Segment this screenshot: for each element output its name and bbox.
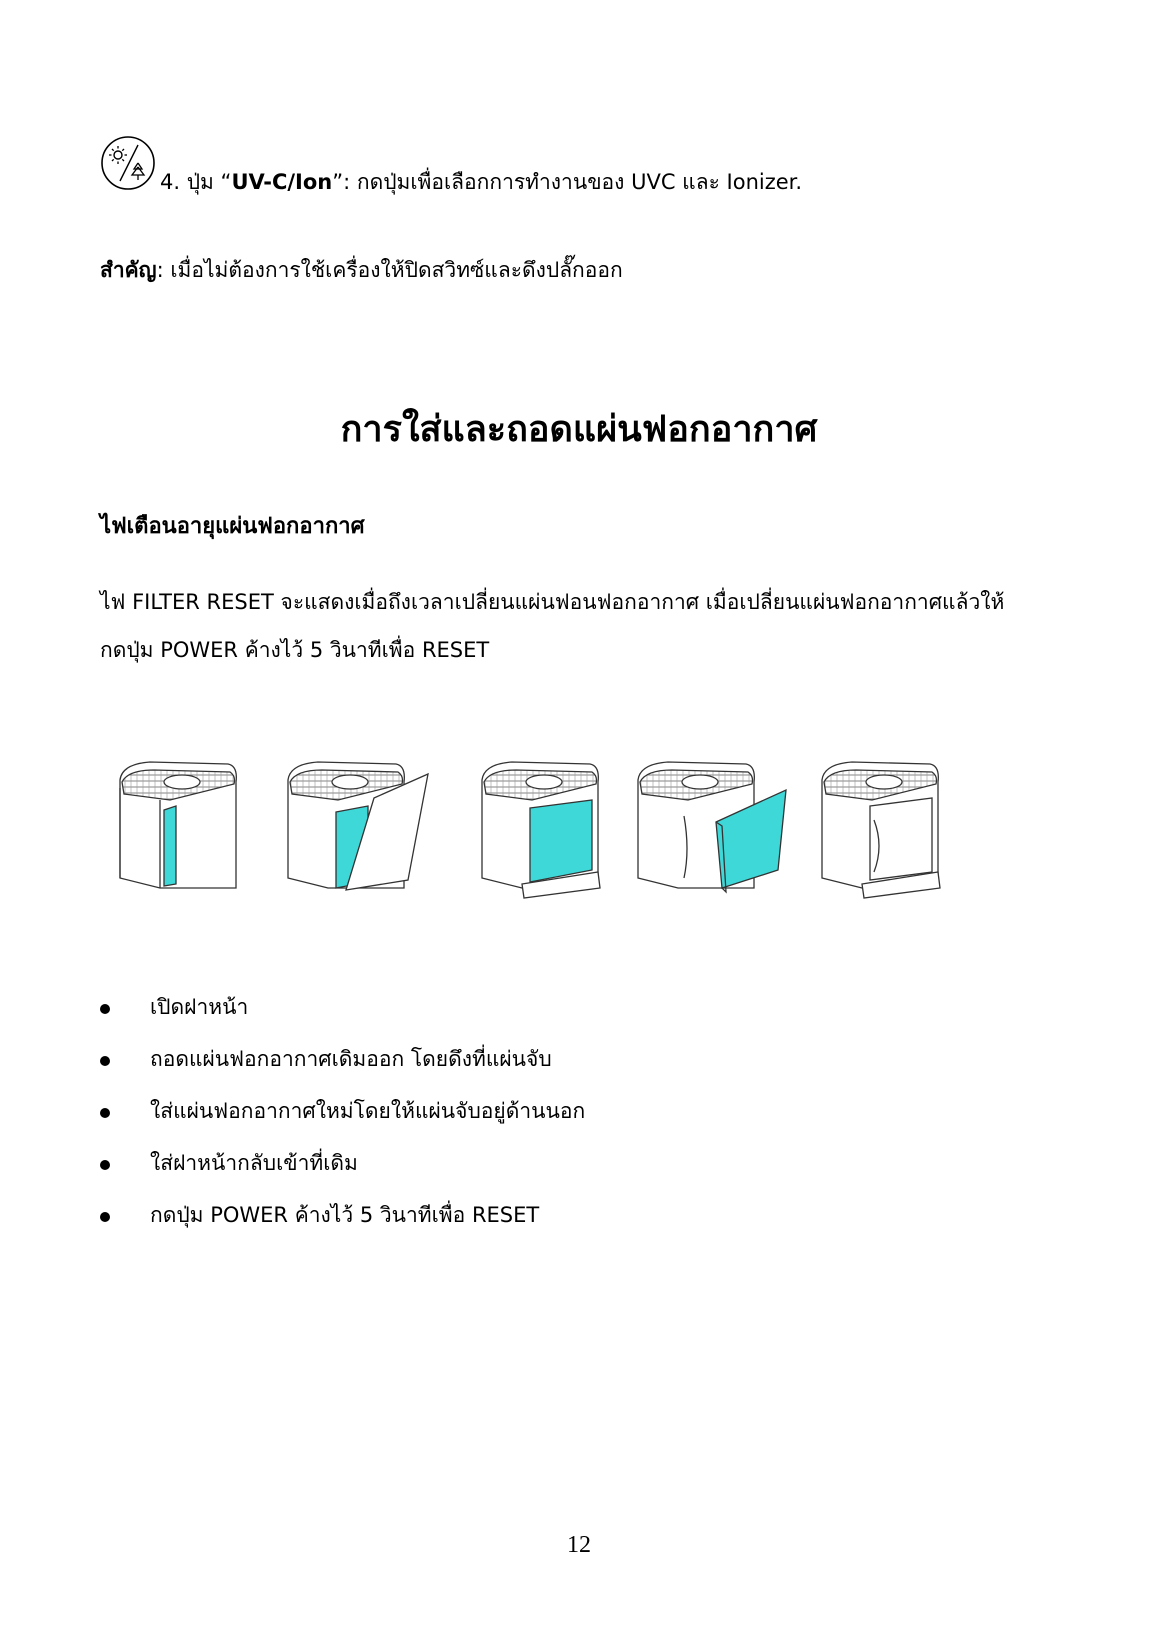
filter-reset-paragraph-line-1: ไฟ FILTER RESET จะแสดงเมื่อถึงเวลาเปลี่ยนแผ่นฟอนฟอกอากาศ เมื่อเปลี่ยนแผ่นฟอกอากาศแล้วให้ [100, 590, 1005, 614]
step-text: ใส่แผ่นฟอกอากาศใหม่โดยให้แผ่นจับอยู่ด้านนอก [150, 1099, 586, 1123]
uv-ion-suffix: ”: กดปุ่มเพื่อเลือกการทำงานของ UVC และ Ionizer. [332, 170, 803, 194]
important-label: สำคัญ [100, 258, 157, 282]
filter-replacement-illustrations [110, 760, 1010, 940]
bullet-icon [100, 1056, 110, 1066]
filter-replacement-steps [100, 995, 585, 1255]
list-item [100, 1151, 585, 1203]
step-text: ใส่ฝาหน้ากลับเข้าที่เดิม [150, 1151, 358, 1175]
list-item [100, 1047, 585, 1099]
uv-ion-prefix: 4. ปุ่ม “ [160, 170, 232, 194]
filter-panel [164, 806, 176, 886]
page-number: 12 [567, 1532, 591, 1558]
illustration-step-1 [120, 762, 236, 888]
bullet-icon [100, 1004, 110, 1014]
uv-ion-description [160, 170, 802, 195]
list-item [100, 995, 585, 1047]
step-text: ถอดแผ่นฟอกอากาศเดิมออก โดยดึงที่แผ่นจับ [150, 1047, 552, 1071]
illustration-step-5 [822, 762, 940, 898]
important-text: : เมื่อไม่ต้องการใช้เครื่องให้ปิดสวิทซ์และดึงปลั๊กออก [156, 258, 623, 282]
illustration-step-3 [482, 762, 600, 898]
list-item [100, 1099, 585, 1151]
uv-ion-icon [100, 135, 158, 191]
list-item [100, 1203, 585, 1255]
bullet-icon [100, 1212, 110, 1222]
section-title: การใส่และถอดแผ่นฟอกอากาศ [340, 409, 818, 450]
uv-ion-button-name: UV-C/Ion [231, 170, 333, 194]
illustration-step-2 [288, 762, 428, 890]
filter-life-heading: ไฟเตือนอายุแผ่นฟอกอากาศ [100, 514, 365, 539]
step-text: กดปุ่ม POWER ค้างไว้ 5 วินาทีเพื่อ RESET [150, 1203, 540, 1227]
illustration-step-4 [638, 762, 786, 892]
step-text: เปิดฝาหน้า [150, 995, 249, 1019]
important-note [100, 258, 623, 283]
bullet-icon [100, 1160, 110, 1170]
bullet-icon [100, 1108, 110, 1118]
filter-reset-paragraph-line-2: กดปุ่ม POWER ค้างไว้ 5 วินาทีเพื่อ RESET [100, 638, 490, 662]
